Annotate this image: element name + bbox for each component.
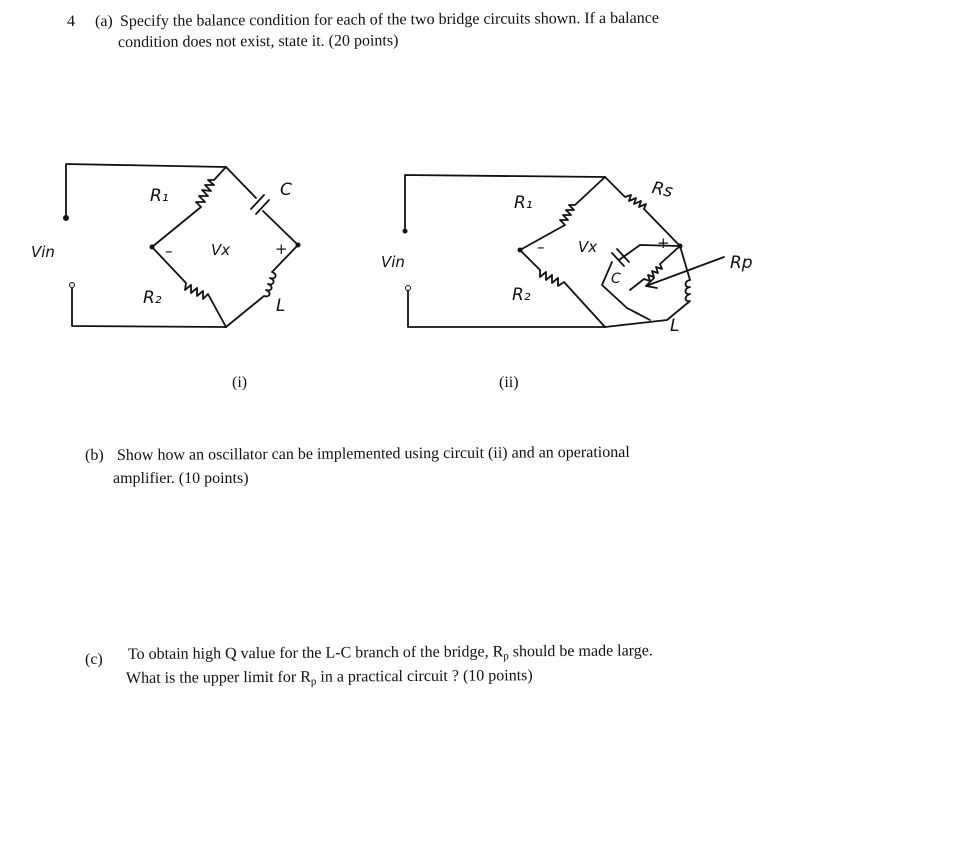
circuit-ii-r2-label: R₂ xyxy=(512,285,531,305)
circuit-ii-vin-label: Vin xyxy=(381,253,405,271)
part-b-label: (b) xyxy=(85,447,104,464)
part-c-line1-post: should be made large. xyxy=(508,642,653,661)
part-c-label: (c) xyxy=(85,651,103,668)
circuit-ii-box-right xyxy=(627,308,650,320)
part-a-label: (a) xyxy=(95,13,113,30)
circuit-ii-caption: (ii) xyxy=(499,374,519,391)
circuit-i-vin-bottom-terminal xyxy=(70,283,75,288)
circuit-ii-wires xyxy=(403,175,725,327)
circuit-i-wires xyxy=(64,164,301,327)
circuit-i-vin-top-terminal xyxy=(64,216,69,221)
circuit-i-r1-label: R₁ xyxy=(150,186,169,206)
circuit-i-right-node xyxy=(296,243,301,248)
part-b-line2: amplifier. (10 points) xyxy=(113,470,249,487)
circuit-ii-left-node xyxy=(518,248,523,253)
circuit-ii-right-node xyxy=(678,244,683,249)
circuit-i-c-label: C xyxy=(280,180,292,200)
question-number: 4 xyxy=(67,13,75,30)
circuit-ii-rp-label: Rp xyxy=(730,253,753,273)
part-c-line2-sub: p xyxy=(310,675,317,688)
part-c-line1-sub: p xyxy=(503,650,509,663)
circuit-ii-rs-label: Rs xyxy=(650,178,675,202)
circuit-i-vx-label: Vx xyxy=(211,241,231,259)
circuit-ii-top-wire xyxy=(405,175,605,228)
circuit-ii-plus-label: + xyxy=(657,234,670,252)
circuit-ii-r2-resistor xyxy=(520,250,605,327)
part-c-line2-pre: What is the upper limit for R xyxy=(125,668,311,687)
circuit-i-r2-resistor xyxy=(152,247,226,327)
circuit-ii-l-label: L xyxy=(670,316,680,336)
circuit-i-left-node xyxy=(150,245,155,250)
circuit-i-c-wire xyxy=(226,167,256,198)
circuit-i-minus-label: – xyxy=(165,242,173,260)
part-c-line2-post: in a practical circuit ? (10 points) xyxy=(316,667,533,686)
circuit-ii-r1-label: R₁ xyxy=(514,193,533,213)
circuit-ii-vin-top-terminal xyxy=(403,229,408,234)
circuit-i-vin-label: Vin xyxy=(31,243,55,261)
circuit-i-plus-label: + xyxy=(275,240,288,258)
part-a-line2: condition does not exist, state it. (20 points) xyxy=(117,32,399,51)
circuit-ii-bottom-wire xyxy=(408,291,605,327)
circuit-ii-vx-label: Vx xyxy=(578,238,598,256)
circuit-ii-c-label: C xyxy=(611,271,621,287)
part-c-line1-pre: To obtain high Q value for the L-C branch of the bridge, R xyxy=(127,643,504,663)
circuit-i-r2-label: R₂ xyxy=(143,288,162,308)
circuit-i-caption: (i) xyxy=(232,374,248,391)
part-b-line1: Show how an oscillator can be implemented using circuit (ii) and an operational xyxy=(116,443,630,464)
part-a-line1: Specify the balance condition for each of the two bridge circuits shown. If a balance xyxy=(119,9,659,30)
circuit-ii-c-wire xyxy=(619,245,680,260)
circuit-i-l-label: L xyxy=(276,296,286,316)
circuit-i-r1-resistor xyxy=(152,167,226,247)
circuit-ii-vin-bottom-terminal xyxy=(406,286,411,291)
circuit-ii-minus-label: – xyxy=(537,238,545,256)
